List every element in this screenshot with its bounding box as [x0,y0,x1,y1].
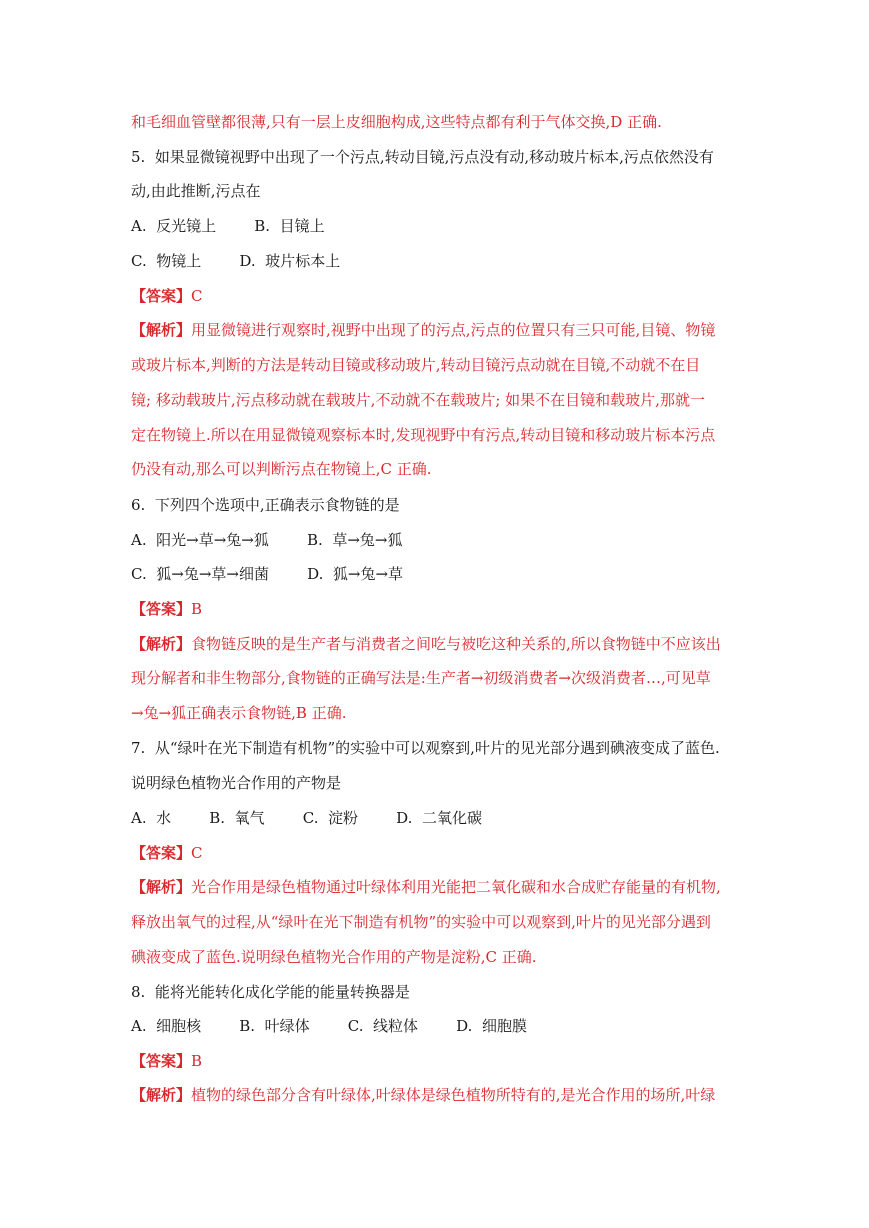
explanation-line: 和毛细血管壁都很薄,只有一层上皮细胞构成,这些特点都有利于气体交换,D 正确. [131,113,662,131]
question-7-options: A. 水 B. 氧气 C. 淀粉 D. 二氧化碳 [131,809,482,827]
section-tag: 【答案】 [131,1052,192,1070]
section-tag: 【答案】 [131,844,192,862]
answer-8: 【答案】B [131,1052,203,1070]
question-6-options-cd: C. 狐→兔→草→细菌 D. 狐→兔→草 [131,565,404,583]
question-6-text: 6. 下列四个选项中,正确表示食物链的是 [131,496,400,514]
explanation-7-line: 碘液变成了蓝色.说明绿色植物光合作用的产物是淀粉,C 正确. [131,948,537,966]
explanation-8: 【解析】植物的绿色部分含有叶绿体,叶绿体是绿色植物所特有的,是光合作用的场所,叶绿 [131,1086,716,1104]
explanation-5-line: 定在物镜上.所以在用显微镜观察标本时,发现视野中有污点,转动目镜和移动玻片标本污点 [131,426,716,444]
section-tag: 【解析】 [131,1086,192,1104]
answer-7: 【答案】C [131,844,203,862]
section-tag: 【解析】 [131,635,192,653]
question-5-options-ab: A. 反光镜上 B. 目镜上 [131,217,325,235]
question-5-options-cd: C. 物镜上 D. 玻片标本上 [131,252,341,270]
section-tag: 【答案】 [131,287,192,305]
explanation-6-line: →兔→狐正确表示食物链,B 正确. [131,704,347,722]
explanation-5-line: 镜; 移动载玻片,污点移动就在载玻片,不动就不在载玻片; 如果不在目镜和载玻片,那就一 [131,391,705,409]
section-tag: 【解析】 [131,878,192,896]
question-5-text-cont: 动,由此推断,污点在 [131,182,261,200]
explanation-5-line: 仍没有动,那么可以判断污点在物镜上,C 正确. [131,460,432,478]
question-7-text-cont: 说明绿色植物光合作用的产物是 [131,774,342,792]
question-7-text: 7. 从“绿叶在光下制造有机物”的实验中可以观察到,叶片的见光部分遇到碘液变成了蓝色. [131,739,720,757]
explanation-6-line: 现分解者和非生物部分,食物链的正确写法是:生产者→初级消费者→次级消费者…,可见草 [131,669,711,687]
section-tag: 【答案】 [131,600,192,618]
section-tag: 【解析】 [131,321,192,339]
explanation-6: 【解析】食物链反映的是生产者与消费者之间吃与被吃这种关系的,所以食物链中不应该出 [131,635,721,653]
question-6-options-ab: A. 阳光→草→兔→狐 B. 草→兔→狐 [131,531,403,549]
explanation-5-line: 或玻片标本,判断的方法是转动目镜或移动玻片,转动目镜污点动就在目镜,不动就不在目 [131,356,701,374]
answer-6: 【答案】B [131,600,203,618]
question-5-text: 5. 如果显微镜视野中出现了一个污点,转动目镜,污点没有动,移动玻片标本,污点依然没有 [131,148,714,166]
question-8-options: A. 细胞核 B. 叶绿体 C. 线粒体 D. 细胞膜 [131,1017,527,1035]
answer-5: 【答案】C [131,287,203,305]
question-8-text: 8. 能将光能转化成化学能的能量转换器是 [131,983,410,1001]
explanation-7-line: 释放出氧气的过程,从“绿叶在光下制造有机物”的实验中可以观察到,叶片的见光部分遇到 [131,913,711,931]
explanation-7: 【解析】光合作用是绿色植物通过叶绿体利用光能把二氧化碳和水合成贮存能量的有机物, [131,878,721,896]
explanation-5: 【解析】用显微镜进行观察时,视野中出现了的污点,污点的位置只有三只可能,目镜、物镜 [131,321,716,339]
